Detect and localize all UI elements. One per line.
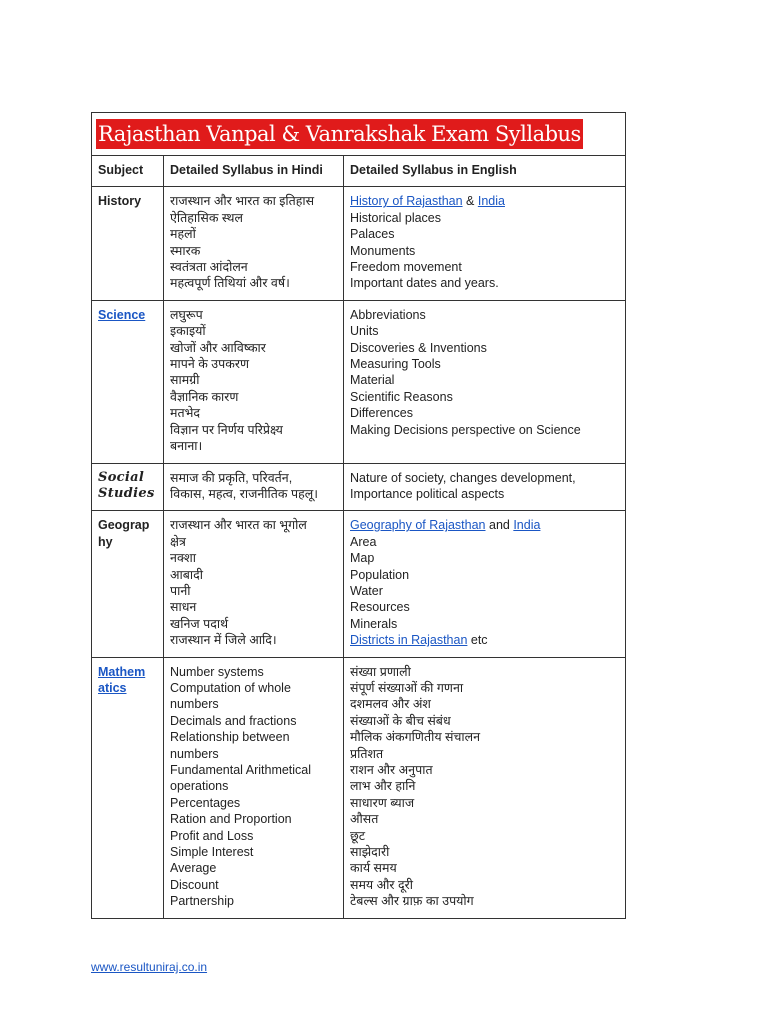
list-item: औसत [350,812,379,827]
list-item: Area [350,534,377,549]
list-item: Scientific Reasons [350,389,453,404]
table-row [92,657,626,918]
subject-mathematics-cell [92,657,164,918]
india-link[interactable]: India [477,194,505,209]
history-english-cell [344,187,626,300]
list-item: Ration and Proportion [170,812,292,827]
list-item: ऐतिहासिक स्थल [170,210,243,225]
list-item: विज्ञान पर निर्णय परिप्रेक्ष्य [170,422,283,437]
footer-website-link[interactable]: www.resultuniraj.co.in [91,960,208,974]
list-item: Minerals [350,616,398,631]
list-item: राजस्थान और भारत का भूगोल [170,518,307,533]
subject-label: Studies [98,485,155,501]
subject-history: History [92,187,164,300]
subject-geography [92,511,164,657]
table-row [92,187,626,300]
header-subject: Subject [92,156,164,187]
geography-of-rajasthan-link[interactable]: Geography of Rajasthan [350,518,486,533]
list-item [350,193,619,209]
list-item: Discoveries & Inventions [350,340,487,355]
list-item: Freedom movement [350,260,462,275]
list-item: मौलिक अंकगणितीय संचालन [350,730,481,745]
list-item: मापने के उपकरण [170,357,249,372]
list-item: संपूर्ण संख्याओं की गणना [350,680,464,695]
list-item: Profit and Loss [170,828,254,843]
list-item: Resources [350,600,410,615]
syllabus-table [91,112,626,919]
header-hindi: Detailed Syllabus in Hindi [164,156,344,187]
document-title: Rajasthan Vanpal & Vanrakshak Exam Syllabus [96,119,583,149]
india-link[interactable]: India [513,518,541,533]
list-item [350,517,619,533]
mathematics-col3-cell [344,657,626,918]
list-item: numbers [170,697,219,712]
list-item: Making Decisions perspective on Science [350,422,581,437]
social-english-cell [344,463,626,511]
geography-english-cell [344,511,626,657]
list-item: प्रतिशत [350,746,384,761]
list-item: Relationship between [170,730,290,745]
list-item: स्वतंत्रता आंदोलन [170,260,248,275]
header-row [92,156,626,187]
subject-label: hy [98,534,113,549]
social-hindi-cell [164,463,344,511]
geography-hindi-cell [164,511,344,657]
list-item: Material [350,373,395,388]
list-item: विकास, महत्व, राजनीतिक पहलू। [170,486,318,501]
suffix-text: etc [467,633,488,648]
list-item: पानी [170,583,191,598]
subject-science-link[interactable]: Science [98,307,146,322]
list-item: Important dates and years. [350,276,499,291]
header-english: Detailed Syllabus in English [344,156,626,187]
list-item: Decimals and fractions [170,713,297,728]
list-item: Units [350,324,379,339]
list-item: numbers [170,746,219,761]
list-item: साधारण ब्याज [350,795,415,810]
list-item: Abbreviations [350,307,426,322]
list-item: टेबल्स और ग्राफ़ का उपयोग [350,894,474,909]
list-item: लघुरूप [170,307,203,322]
list-item: खनिज पदार्थ [170,616,229,631]
list-item: राशन और अनुपात [350,763,433,777]
separator-text: and [485,518,514,533]
list-item: Water [350,583,383,598]
list-item: छूट [350,828,366,843]
list-item [350,632,619,648]
list-item: दशमलव और अंश [350,697,431,712]
list-item: इकाइयों [170,324,206,339]
list-item: साधन [170,600,197,615]
list-item: लाभ और हानि [350,779,416,794]
table-row [92,511,626,657]
list-item: महलों [170,227,196,242]
list-item: Fundamental Arithmetical [170,763,312,777]
subject-science-cell [92,300,164,463]
mathematics-col2-cell [164,657,344,918]
list-item: Partnership [170,894,234,909]
syllabus-document [91,112,625,919]
list-item: बनाना। [170,439,203,454]
list-item: Importance political aspects [350,486,505,501]
subject-label: Social [98,469,145,485]
table-row [92,300,626,463]
list-item: operations [170,779,229,794]
list-item: महत्वपूर्ण तिथियां और वर्ष। [170,276,290,291]
list-item: Percentages [170,795,241,810]
list-item: क्षेत्र [170,534,186,549]
title-cell [92,113,626,156]
list-item: समाज की प्रकृति, परिवर्तन, [170,470,293,485]
list-item: संख्याओं के बीच संबंध [350,713,451,728]
list-item: Computation of whole [170,680,291,695]
list-item: सामग्री [170,373,200,388]
subject-mathematics-link[interactable]: atics [98,680,127,695]
list-item: नक्शा [170,551,196,566]
list-item: Historical places [350,210,442,225]
list-item: मतभेद [170,406,201,421]
list-item: Simple Interest [170,845,254,860]
list-item: Map [350,551,375,566]
history-hindi-cell [164,187,344,300]
list-item: कार्य समय [350,861,397,876]
list-item: आबादी [170,567,204,582]
science-hindi-cell [164,300,344,463]
list-item: समय और दूरी [350,877,414,892]
table-row [92,463,626,511]
list-item: Population [350,567,410,582]
list-item: खोजों और आविष्कार [170,340,266,355]
list-item: Monuments [350,243,416,258]
separator-text: & [462,194,478,209]
list-item: स्मारक [170,243,201,258]
list-item: Nature of society, changes development, [350,470,576,485]
list-item: राजस्थान और भारत का इतिहास [170,194,315,209]
history-of-rajasthan-link[interactable]: History of Rajasthan [350,194,463,209]
subject-social-studies [92,463,164,511]
science-english-cell [344,300,626,463]
subject-label: Geograp [98,518,150,533]
list-item: Palaces [350,227,395,242]
list-item: राजस्थान में जिले आदि। [170,633,277,648]
list-item: साझेदारी [350,845,390,860]
list-item: Differences [350,406,413,421]
list-item: संख्या प्रणाली [350,664,411,679]
list-item: Measuring Tools [350,357,441,372]
list-item: Average [170,861,217,876]
list-item: Discount [170,877,219,892]
list-item: Number systems [170,664,264,679]
title-row [92,113,626,156]
list-item: वैज्ञानिक कारण [170,389,239,404]
districts-in-rajasthan-link[interactable]: Districts in Rajasthan [350,633,468,648]
subject-mathematics-link[interactable]: Mathem [98,664,146,679]
